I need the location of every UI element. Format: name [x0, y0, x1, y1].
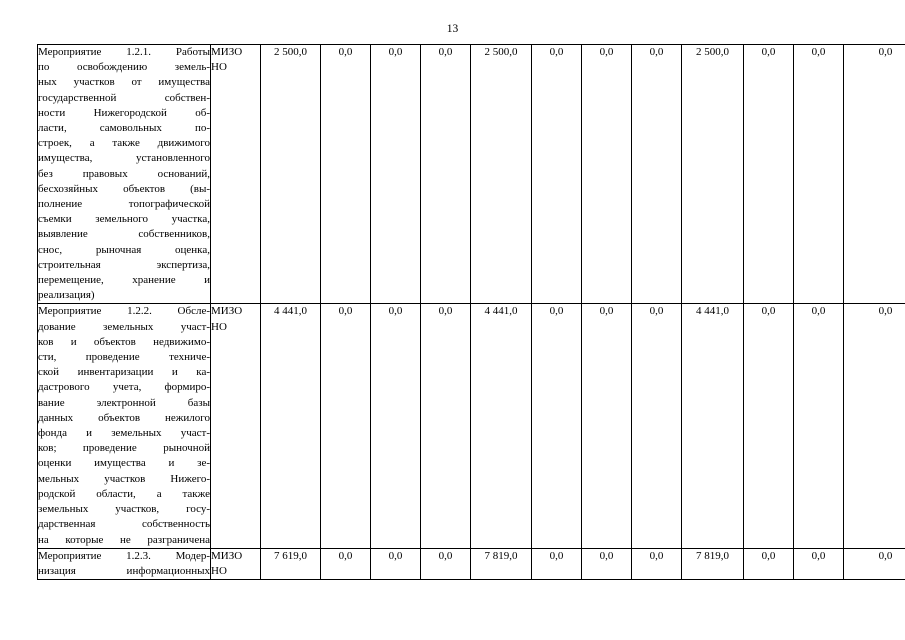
measure-description-line: Мероприятие 1.2.3. Модер- — [38, 549, 210, 562]
measure-description-line: дование земельных участ- — [38, 320, 210, 333]
measure-description-line: вание электронной базы — [38, 396, 210, 409]
funding-value-cell: 0,0 — [744, 304, 794, 548]
funding-value-cell: 7 819,0 — [471, 548, 532, 579]
measure-description-line: ности Нижегородской об- — [38, 106, 210, 119]
measure-description-line: съемки земельного участка, — [38, 213, 210, 226]
funding-value-cell: 7 619,0 — [261, 548, 321, 579]
executor-line: МИЗО — [211, 549, 243, 562]
budget-table — [37, 44, 905, 580]
measure-description-line: фонда и земельных участ- — [38, 427, 210, 440]
funding-value-cell: 0,0 — [844, 548, 905, 579]
measure-description-line: по освобождению земель- — [38, 61, 210, 74]
measure-description-line: ласти, самовольных по- — [38, 122, 210, 135]
measure-description-line: низация информационных — [38, 564, 210, 577]
table-row — [38, 548, 905, 579]
funding-value-cell: 0,0 — [632, 45, 682, 304]
executor-cell — [211, 304, 261, 548]
measure-description-cell — [38, 548, 211, 579]
funding-value-cell: 0,0 — [794, 548, 844, 579]
measure-description-line: строек, а также движимого — [38, 137, 210, 150]
measure-description-line: на которые не разграничена — [38, 533, 210, 546]
measure-description-line: ской инвентаризации и ка- — [38, 366, 210, 379]
funding-value-cell: 0,0 — [421, 45, 471, 304]
measure-description-line: ков и объектов недвижимо- — [38, 335, 210, 348]
measure-description-line: сти, проведение техниче- — [38, 351, 210, 364]
table-row — [38, 45, 905, 304]
measure-description-line: ков; проведение рыночной — [38, 442, 210, 455]
funding-value-cell: 4 441,0 — [261, 304, 321, 548]
measure-description-line: Мероприятие 1.2.1. Работы — [38, 46, 210, 58]
funding-value-cell: 0,0 — [371, 548, 421, 579]
executor-cell — [211, 548, 261, 579]
funding-value-cell: 0,0 — [582, 45, 632, 304]
measure-description-line: Мероприятие 1.2.2. Обсле- — [38, 305, 210, 318]
executor-line: МИЗО — [211, 46, 243, 58]
measure-description-line: государственной собствен- — [38, 91, 210, 104]
funding-value-cell: 0,0 — [632, 548, 682, 579]
executor-line: НО — [211, 320, 227, 333]
page-number: 13 — [446, 23, 459, 35]
measure-description-line: ных участков от имущества — [38, 76, 210, 89]
measure-description-line: земельных участков, госу- — [38, 503, 210, 516]
funding-value-cell: 0,0 — [744, 548, 794, 579]
measure-description-line: оценки имущества и зе- — [38, 457, 210, 470]
funding-value-cell: 0,0 — [582, 548, 632, 579]
measure-description-line: реализация) — [38, 289, 95, 302]
funding-value-cell: 0,0 — [321, 45, 371, 304]
funding-value-cell: 0,0 — [794, 304, 844, 548]
measure-description-line: родской области, а также — [38, 487, 210, 500]
measure-description-line: выявление собственников, — [38, 228, 210, 241]
executor-line: МИЗО — [211, 305, 243, 318]
funding-value-cell: 0,0 — [794, 45, 844, 304]
funding-value-cell: 2 500,0 — [261, 45, 321, 304]
funding-value-cell: 7 819,0 — [682, 548, 744, 579]
measure-description-cell — [38, 304, 211, 548]
funding-value-cell: 0,0 — [532, 45, 582, 304]
funding-value-cell: 0,0 — [421, 548, 471, 579]
funding-value-cell: 0,0 — [582, 304, 632, 548]
funding-value-cell: 0,0 — [532, 304, 582, 548]
funding-value-cell: 4 441,0 — [471, 304, 532, 548]
funding-value-cell: 2 500,0 — [682, 45, 744, 304]
measure-description-line: без правовых оснований, — [38, 167, 210, 180]
measure-description-line: снос, рыночная оценка, — [38, 243, 210, 256]
measure-description-line: данных объектов нежилого — [38, 411, 210, 424]
executor-cell — [211, 45, 261, 304]
measure-description-cell — [38, 45, 211, 304]
funding-value-cell: 0,0 — [532, 548, 582, 579]
measure-description-line: строительная экспертиза, — [38, 258, 210, 271]
funding-value-cell: 2 500,0 — [471, 45, 532, 304]
executor-line: НО — [211, 564, 227, 577]
funding-value-cell: 0,0 — [421, 304, 471, 548]
measure-description-line: перемещение, хранение и — [38, 274, 210, 287]
funding-value-cell: 0,0 — [844, 45, 905, 304]
funding-value-cell: 4 441,0 — [682, 304, 744, 548]
measure-description-line: бесхозяйных объектов (вы- — [38, 182, 210, 195]
table-row — [38, 304, 905, 548]
funding-value-cell: 0,0 — [844, 304, 905, 548]
executor-line: НО — [211, 61, 227, 74]
funding-value-cell: 0,0 — [321, 304, 371, 548]
funding-value-cell: 0,0 — [371, 304, 421, 548]
measure-description-line: имущества, установленного — [38, 152, 210, 165]
measure-description-line: дастрового учета, формиро- — [38, 381, 210, 394]
measure-description-line: дарственная собственность — [38, 518, 210, 531]
funding-value-cell: 0,0 — [321, 548, 371, 579]
funding-value-cell: 0,0 — [632, 304, 682, 548]
funding-value-cell: 0,0 — [371, 45, 421, 304]
measure-description-line: мельных участков Нижего- — [38, 472, 210, 485]
measure-description-line: полнение топографической — [38, 198, 210, 211]
funding-value-cell: 0,0 — [744, 45, 794, 304]
